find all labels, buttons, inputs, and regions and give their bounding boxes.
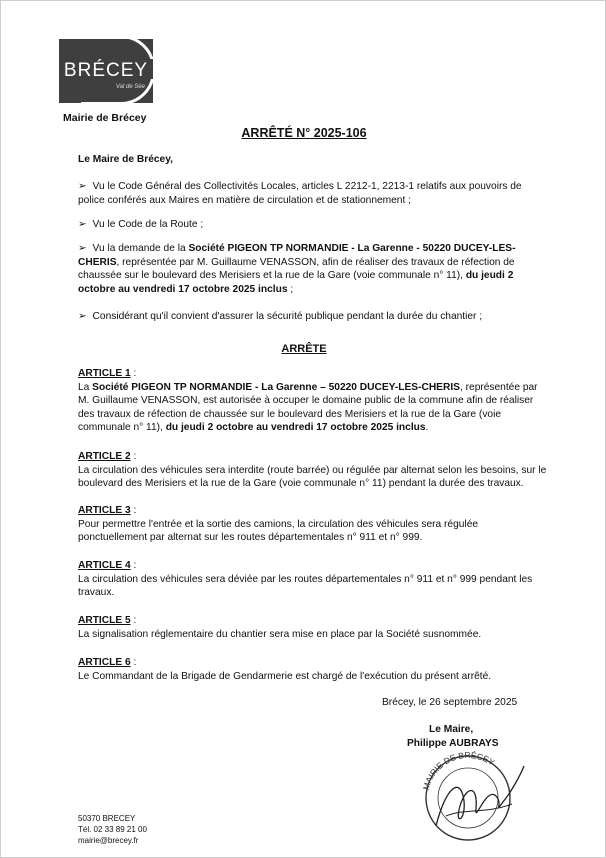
article-1-part-b: , représentée par M. Guillaume VENASSON, est autorisée à occuper le domaine public de la commune afin de réaliser des travaux de réfection de chaussée sur le boulevard des Merisiers et la rue de la Gare (voie communale n° 11), [78, 381, 538, 433]
stamp-inner-ring [438, 768, 498, 828]
vu-clause-1 [78, 180, 548, 207]
arrow-bullet-icon: ➢ [78, 311, 87, 322]
article-5-body: La signalisation réglementaire du chantier sera mise en place par la Société susnommée. [78, 628, 482, 640]
article-2-heading [78, 450, 548, 464]
article-4-heading [78, 559, 548, 573]
article-3-title: ARTICLE 3 [78, 505, 131, 516]
place-date: Brécey, le 26 septembre 2025 [382, 697, 518, 708]
footer-tel: Tél. 02 33 89 21 00 [78, 825, 147, 834]
article-1-dates: du jeudi 2 octobre au vendredi 17 octobre 2025 inclus [165, 422, 426, 433]
article-1-body [78, 381, 548, 435]
article-5-heading [78, 614, 548, 628]
document-title: ARRÊTÉ N° 2025-106 [241, 126, 367, 140]
arrow-bullet-icon: ➢ [78, 243, 87, 254]
stamp-text: MAIRIE DE BRÉCEY [420, 749, 497, 792]
article-5-colon: : [130, 615, 137, 626]
article-3 [78, 504, 548, 545]
work-dates: du jeudi 2 octobre au vendredi 17 octobre 2025 inclus [78, 270, 514, 295]
considerant-clause [78, 310, 548, 324]
article-2-body: La circulation des véhicules sera interdite (route barrée) ou régulée par alternat selon les besoins, sur le boulevard des Merisiers et la rue de la Gare (voie communale n° 11) pendant la durée des travaux. [78, 464, 547, 489]
article-1 [78, 367, 548, 435]
article-6-title: ARTICLE 6 [78, 657, 131, 668]
article-1-part-c: . [425, 422, 429, 433]
logo-name: BRÉCEY [63, 60, 149, 81]
article-1-heading [78, 367, 548, 381]
article-2-title: ARTICLE 2 [78, 451, 131, 462]
vu-clause-3 [78, 242, 548, 296]
article-4 [78, 559, 548, 600]
article-1-part-a: La [78, 381, 93, 393]
article-2-colon: : [130, 451, 137, 462]
vu-clause-1-text: Vu le Code Général des Collectivités Locales, articles L 2212-1, 2213-1 relatifs aux pouvoirs de police conférés aux Maires en matière de circulation et de stationnement ; [78, 181, 522, 206]
signatory-role: Le Maire, [429, 724, 474, 735]
article-6-body: Le Commandant de la Brigade de Gendarmerie est chargé de l'exécution du présent arrêté. [78, 670, 492, 682]
article-2 [78, 450, 548, 491]
vu-clause-2-text: Vu le Code de la Route ; [92, 219, 204, 230]
article-6-colon: : [130, 657, 137, 668]
article-4-colon: : [130, 560, 137, 571]
vu-clause-3-end: ; [287, 283, 294, 295]
article-3-body: Pour permettre l'entrée et la sortie des camions, la circulation des véhicules sera régulée ponctuellement par alternat sur les routes départementales n° 911 et n° 999. [78, 518, 479, 543]
logo-subtitle: Val de Sée [115, 84, 145, 90]
article-6 [78, 656, 548, 683]
intro-line: Le Maire de Brécey, [78, 154, 173, 165]
article-5 [78, 614, 548, 641]
article-1-company: Société PIGEON TP NORMANDIE - La Garenne – 50220 DUCEY-LES-CHERIS [92, 381, 460, 393]
vu-clause-3-lead: Vu la demande de la [92, 243, 189, 254]
signatory-name: Philippe AUBRAYS [407, 738, 499, 749]
vu-clause-2 [78, 218, 548, 232]
footer-contact [78, 813, 147, 846]
brecey-logo [59, 39, 153, 103]
considerant-text: Considérant qu'il convient d'assurer la sécurité publique pendant la durée du chantier ; [92, 311, 483, 322]
arrow-bullet-icon: ➢ [78, 181, 87, 192]
company-name: Société PIGEON TP NORMANDIE - La Garenne - 50220 DUCEY-LES-CHERIS [78, 243, 516, 268]
footer-email: mairie@brecey.fr [78, 836, 139, 845]
article-4-body: La circulation des véhicules sera déviée par les routes départementales n° 911 et n° 999 pendant les travaux. [78, 573, 533, 598]
vu-clause-3-body: , représentée par M. Guillaume VENASSON, afin de réaliser des travaux de réfection de chaussée sur le boulevard des Merisiers et la rue de la Gare (voie communale n° 11), [78, 256, 515, 281]
article-3-colon: : [130, 505, 137, 516]
article-5-title: ARTICLE 5 [78, 615, 131, 626]
mairie-stamp-and-signature [416, 746, 526, 841]
article-6-heading [78, 656, 548, 670]
article-3-heading [78, 504, 548, 518]
mairie-label: Mairie de Brécey [63, 112, 147, 124]
footer-postal: 50370 BRECEY [78, 814, 136, 823]
article-4-title: ARTICLE 4 [78, 560, 131, 571]
article-1-colon: : [130, 368, 137, 379]
article-1-title: ARTICLE 1 [78, 368, 131, 379]
arrete-heading: ARRÊTE [281, 343, 327, 355]
arrow-bullet-icon: ➢ [78, 219, 87, 230]
